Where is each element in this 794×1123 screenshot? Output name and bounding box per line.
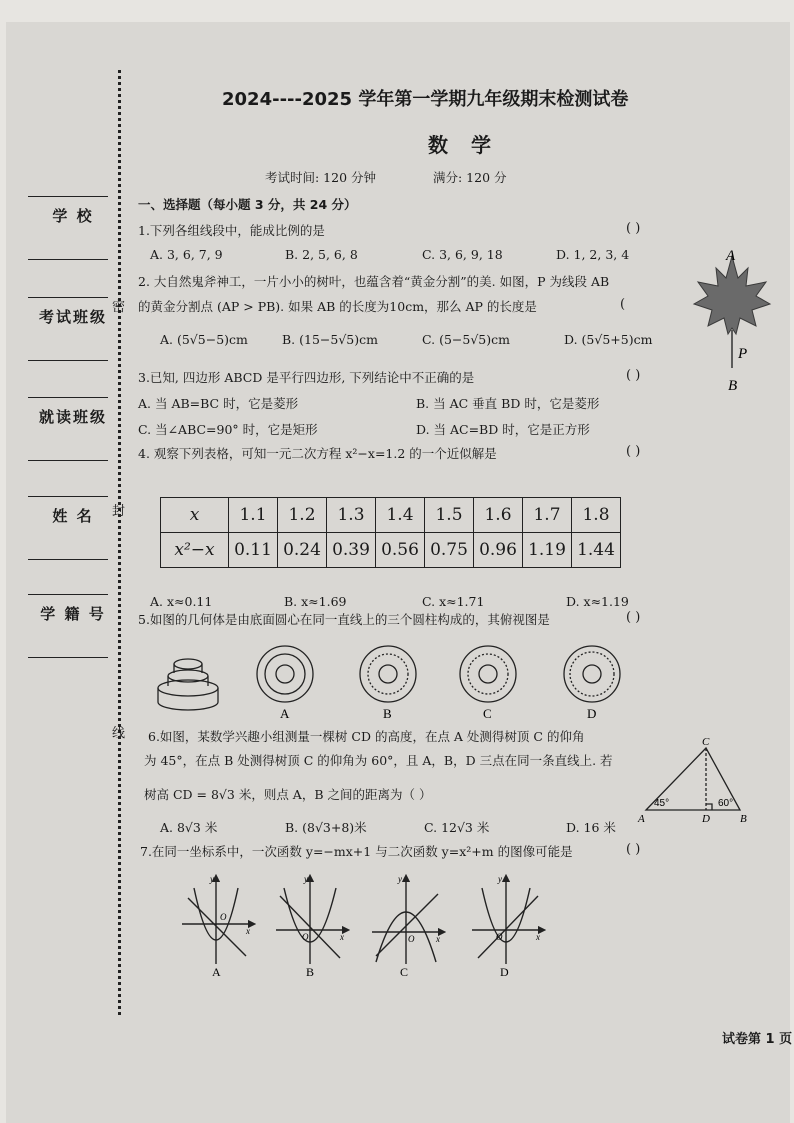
- q6-stem-line1: 6.如图，某数学兴趣小组测量一棵树 CD 的高度，在点 A 处测得树顶 C 的仰角: [148, 729, 585, 744]
- axis-label-y: y: [210, 874, 214, 884]
- q6-option-b: B. (8√3+8)米: [285, 820, 367, 835]
- table-head-expr: x²−x: [161, 533, 229, 568]
- q1-option-d: D. 1, 2, 3, 4: [556, 247, 630, 262]
- q5-label-b: B: [383, 706, 392, 721]
- q2-option-d: D. (5√5+5)cm: [564, 332, 653, 347]
- q2-answer-paren[interactable]: (: [620, 297, 626, 312]
- q3-stem: 3.已知, 四边形 ABCD 是平行四边形, 下列结论中不正确的是: [138, 370, 475, 385]
- q1-option-a: A. 3, 6, 7, 9: [150, 247, 223, 262]
- q5-figures: [150, 640, 630, 722]
- leaf-label-p: P: [738, 346, 748, 362]
- axis-label-y: y: [304, 874, 308, 884]
- table-cell: 0.75: [425, 533, 474, 568]
- q5-label-c: C: [483, 706, 492, 721]
- table-cell: 1.3: [327, 498, 376, 533]
- field-exam-class[interactable]: [28, 297, 108, 361]
- q4-option-b: B. x≈1.69: [284, 594, 347, 609]
- axis-label-x: x: [340, 932, 344, 942]
- q7-graph-a: [182, 878, 252, 964]
- q4-answer-paren[interactable]: ( ): [626, 444, 641, 459]
- axis-label-x: x: [536, 932, 540, 942]
- q4-option-c: C. x≈1.71: [422, 594, 485, 609]
- q7-graph-d: [472, 878, 542, 964]
- q3-option-d: D. 当 AC=BD 时，它是正方形: [416, 422, 590, 437]
- table-row: [161, 498, 621, 533]
- exam-time: 考试时间: 120 分钟: [265, 170, 377, 185]
- table-cell: 1.6: [474, 498, 523, 533]
- q7-label-d: D: [500, 965, 509, 978]
- q5-view-a: [257, 646, 313, 702]
- table-cell: 0.11: [229, 533, 278, 568]
- q1-stem: 1.下列各组线段中，能成比例的是: [138, 223, 325, 238]
- axis-label-y: y: [398, 874, 402, 884]
- tri-label-a: A: [638, 813, 645, 825]
- q5-view-c: [460, 646, 516, 702]
- q6-option-d: D. 16 米: [566, 820, 616, 835]
- table-head-x: x: [161, 498, 229, 533]
- tri-angle-45: 45°: [654, 798, 670, 809]
- q2-option-c: C. (5−5√5)cm: [422, 332, 510, 347]
- binding-char-mi: 密: [112, 300, 126, 315]
- table-cell: 1.8: [572, 498, 621, 533]
- table-cell: 1.1: [229, 498, 278, 533]
- field-student-id[interactable]: [28, 594, 108, 658]
- q3-answer-paren[interactable]: ( ): [626, 368, 641, 383]
- q4-option-a: A. x≈0.11: [150, 594, 213, 609]
- tri-label-d: D: [702, 813, 710, 825]
- q6-option-a: A. 8√3 米: [160, 820, 218, 835]
- table-cell: 1.4: [376, 498, 425, 533]
- q6-option-c: C. 12√3 米: [424, 820, 490, 835]
- q2-stem-line1: 2. 大自然鬼斧神工，一片小小的树叶，也蕴含着“黄金分割”的美. 如图，P 为线段 AB: [138, 274, 610, 289]
- q1-answer-paren[interactable]: ( ): [626, 221, 641, 236]
- tri-label-c: C: [702, 736, 710, 748]
- q7-graph-c: [372, 878, 442, 964]
- q1-option-c: C. 3, 6, 9, 18: [422, 247, 503, 262]
- table-cell: 0.39: [327, 533, 376, 568]
- table-cell: 1.5: [425, 498, 474, 533]
- q3-option-c: C. 当∠ABC=90° 时，它是矩形: [138, 422, 318, 437]
- table-cell: 0.56: [376, 533, 425, 568]
- binding-dotted-line: [118, 70, 121, 1015]
- field-study-class[interactable]: [28, 397, 108, 461]
- origin-label: O: [408, 934, 415, 944]
- q4-option-d: D. x≈1.19: [566, 594, 629, 609]
- field-name[interactable]: [28, 496, 108, 560]
- field-school[interactable]: [28, 196, 108, 260]
- table-cell: 0.24: [278, 533, 327, 568]
- q7-label-b: B: [306, 965, 315, 978]
- q6-stem-line3: 树高 CD = 8√3 米，则点 A，B 之间的距离为（ ）: [144, 787, 432, 802]
- table-cell: 1.2: [278, 498, 327, 533]
- q7-label-a: A: [212, 965, 221, 978]
- q3-option-a: A. 当 AB=BC 时，它是菱形: [138, 396, 299, 411]
- table-cell: 1.19: [523, 533, 572, 568]
- cylinder-stack-figure: [158, 659, 218, 710]
- axis-label-x: x: [436, 934, 440, 944]
- q6-stem-line2: 为 45°，在点 B 处测得树顶 C 的仰角为 60°，且 A，B，D 三点在同一条直线上. 若: [144, 753, 613, 768]
- axis-label-y: y: [498, 874, 502, 884]
- origin-label: O: [220, 912, 227, 922]
- q5-label-a: A: [280, 706, 290, 721]
- q7-label-c: C: [400, 965, 409, 978]
- q5-label-d: D: [587, 706, 597, 721]
- q2-option-b: B. (15−5√5)cm: [282, 332, 378, 347]
- q7-answer-paren[interactable]: ( ): [626, 842, 641, 857]
- page-number: 试卷第 1 页: [722, 1032, 793, 1047]
- leaf-label-b: B: [728, 378, 738, 394]
- table-cell: 1.44: [572, 533, 621, 568]
- field-label: 学 校: [52, 207, 94, 225]
- section-heading: 一、选择题（每小题 3 分，共 24 分）: [138, 197, 357, 212]
- q5-view-d: [564, 646, 620, 702]
- tri-angle-60: 60°: [718, 798, 734, 809]
- table-row: [161, 533, 621, 568]
- axis-label-x: x: [246, 926, 250, 936]
- table-cell: 0.96: [474, 533, 523, 568]
- q2-option-a: A. (5√5−5)cm: [160, 332, 248, 347]
- q2-leaf-figure: [690, 238, 774, 398]
- q3-option-b: B. 当 AC 垂直 BD 时，它是菱形: [416, 396, 600, 411]
- q5-stem: 5.如图的几何体是由底面圆心在同一直线上的三个圆柱构成的，其俯视图是: [138, 612, 550, 627]
- leaf-label-a: A: [726, 248, 736, 264]
- origin-label: O: [302, 932, 309, 942]
- q1-option-b: B. 2, 5, 6, 8: [285, 247, 358, 262]
- field-label: 就读班级: [38, 408, 107, 426]
- q5-answer-paren[interactable]: ( ): [626, 610, 641, 625]
- field-label: 姓 名: [52, 507, 94, 525]
- origin-label: O: [496, 932, 503, 942]
- exam-title: 2024----2025 学年第一学期九年级期末检测试卷: [222, 89, 629, 110]
- q2-stem-line2: 的黄金分割点 (AP > PB). 如果 AB 的长度为10cm，那么 AP 的长度是: [138, 299, 537, 314]
- q5-view-b: [360, 646, 416, 702]
- q4-stem: 4. 观察下列表格，可知一元二次方程 x²−x=1.2 的一个近似解是: [138, 446, 497, 461]
- full-score: 满分: 120 分: [433, 170, 507, 185]
- tri-label-b: B: [740, 813, 747, 825]
- q7-graph-b: [276, 878, 346, 964]
- right-angle-mark: [706, 804, 712, 810]
- field-label: 考试班级: [38, 308, 107, 326]
- field-label: 学 籍 号: [40, 605, 106, 623]
- table-cell: 1.7: [523, 498, 572, 533]
- q6-triangle-figure: [634, 734, 784, 828]
- q7-stem: 7.在同一坐标系中，一次函数 y=−mx+1 与二次函数 y=x²+m 的图像可能是: [140, 844, 573, 859]
- subject-title: 数 学: [428, 133, 499, 157]
- q7-graphs: [180, 872, 550, 978]
- binding-char-xian: 线: [112, 726, 126, 741]
- q4-value-table: [160, 497, 621, 568]
- binding-char-feng: 封: [112, 504, 126, 519]
- maple-leaf-icon: [694, 256, 770, 334]
